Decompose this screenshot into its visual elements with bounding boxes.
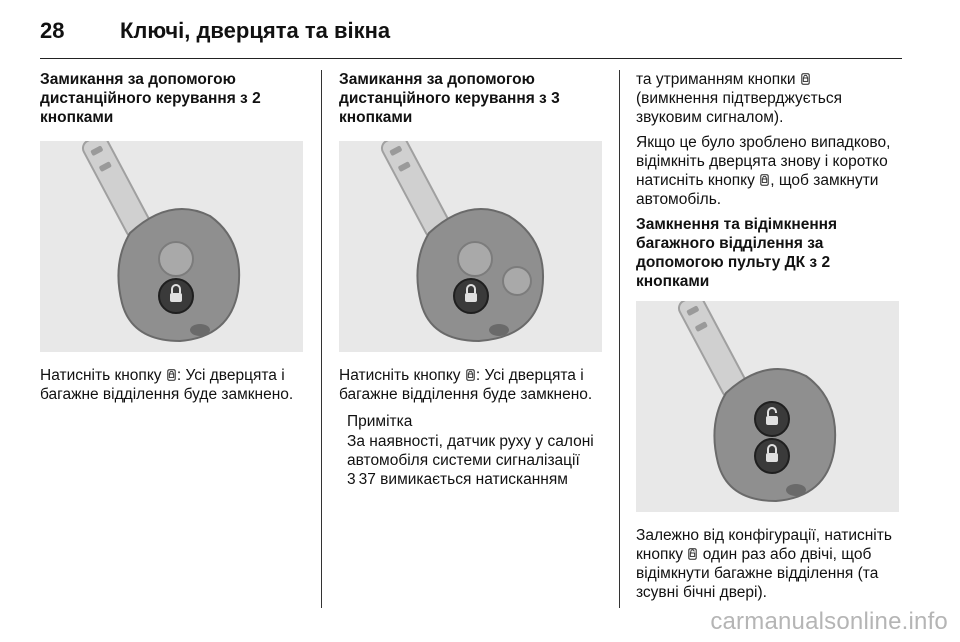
column-right [636,70,904,608]
key-fob-2-button-trunk-illustration [636,301,899,512]
note-box [347,412,607,489]
trunk-before: Залежно від конфігурації, натисніть кнопку [636,527,892,563]
lock-instruction-before: Натисніть кнопку [40,367,162,384]
note-title: Примітка [347,413,413,430]
note-text [347,432,607,489]
page-number: 28 [40,18,65,43]
continued-before: та утриманням кнопки [636,71,796,88]
column-divider-1 [321,70,322,608]
lock-instruction [339,366,607,404]
section-heading-2-button-lock: Замикання за допомогою дистанційного керування з 2 кнопками [40,71,261,126]
reference-arrow-icon[interactable]: 3 [347,471,356,488]
lock-icon [801,73,810,85]
trunk-instruction [636,526,904,602]
continued-paragraph [636,70,904,127]
page-title: Ключі, дверцята та вікна [120,18,391,43]
lock-instruction-after: : Усі дверцята і багажне відділення буде замкнено. [339,367,593,403]
key-fob-3-button-illustration [339,141,602,352]
column-divider-2 [619,70,620,608]
lock-icon [466,369,475,381]
unlock-button [458,242,492,276]
lock-icon [760,174,769,186]
lock-icon [167,369,176,381]
unlock-button [159,242,193,276]
relock-after: , щоб замкнути автомобіль. [636,172,879,208]
trunk-after: один раз або двічі, щоб відімкнути багажне відділення (та зсувні бічні двері). [636,546,879,601]
column-left [40,70,308,410]
watermark: carmanualsonline.info [710,608,948,635]
relock-before: Якщо це було зроблено випадково, відімкніть дверцята знову і коротко натисніть кнопку [636,134,891,189]
trunk-button [503,267,531,295]
note-reference: 37 вимикається натисканням [358,471,568,488]
header-rule [40,58,902,59]
lock-instruction-after: : Усі дверцята і багажне відділення буде замкнено. [40,367,294,403]
key-fob-2-button-illustration [40,141,303,352]
lock-instruction-before: Натисніть кнопку [339,367,461,384]
section-heading-trunk-unlock: Замкнення та відімкнення багажного відділення за допомогою пульту ДК з 2 кнопками [636,216,838,290]
relock-paragraph [636,133,904,209]
note-body: За наявності, датчик руху у салоні автомобіля системи сигналізації [347,433,594,469]
section-heading-3-button-lock: Замикання за допомогою дистанційного керування з 3 кнопками [339,71,560,126]
lock-instruction [40,366,308,404]
continued-after: (вимкнення підтверджується звуковим сигналом). [636,90,842,126]
unlock-icon [688,548,697,560]
column-middle [339,70,607,489]
